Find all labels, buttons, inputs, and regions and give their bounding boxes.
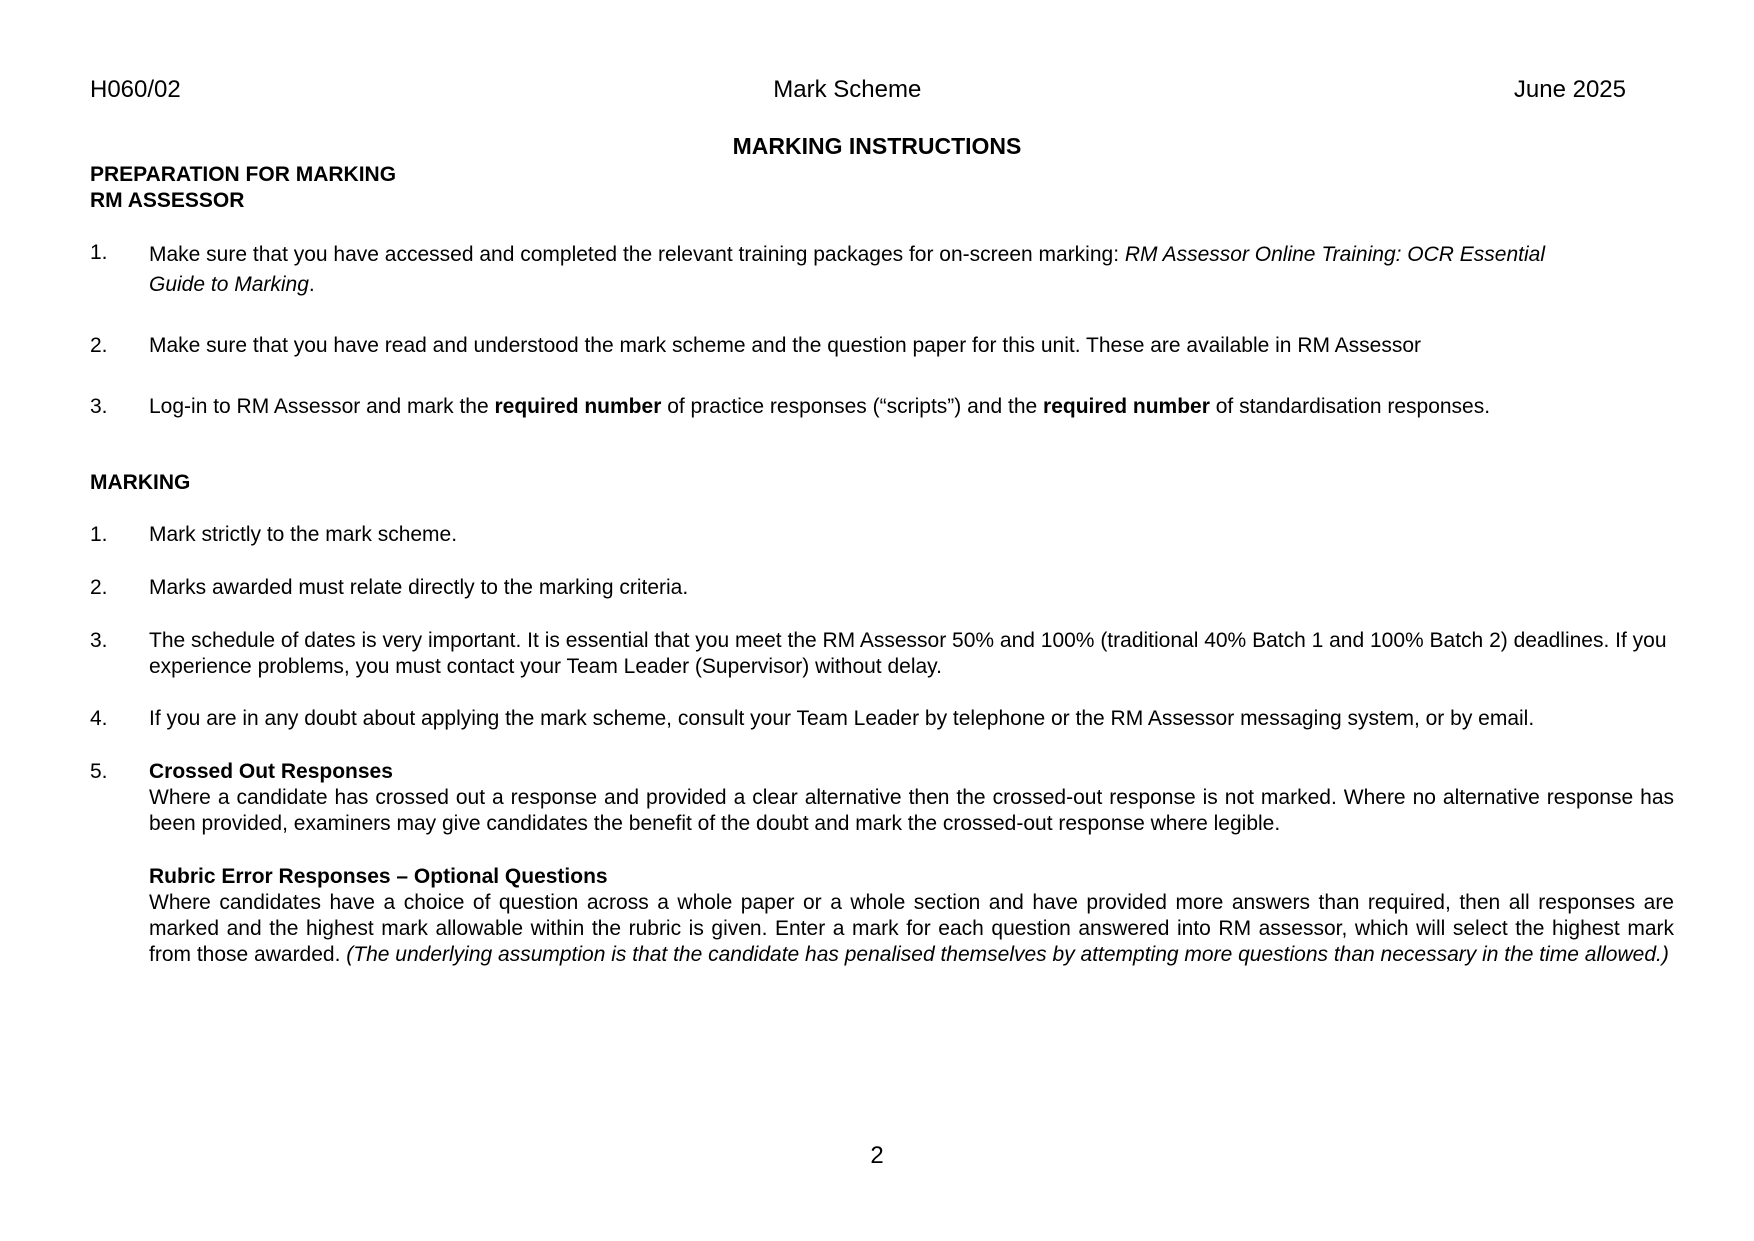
preparation-heading: PREPARATION FOR MARKING: [90, 163, 397, 186]
marking-item-5: [90, 759, 1674, 837]
item-text: Make sure that you have read and understood the mark scheme and the question paper for this unit. These are available in RM Assessor: [149, 334, 1422, 357]
item-number: 1.: [90, 241, 108, 264]
crossed-out-responses: [149, 759, 1674, 837]
marking-item-2: [90, 575, 1674, 601]
crossed-out-heading: Crossed Out Responses: [149, 760, 393, 783]
item-text-plain: Log-in to RM Assessor and mark the: [149, 395, 495, 418]
page-header: [90, 74, 1626, 106]
preparation-item-3: [90, 394, 1674, 420]
required-number-emphasis: required number: [494, 395, 662, 418]
item-text: Mark strictly to the mark scheme.: [149, 523, 458, 546]
rm-assessor-heading: RM ASSESSOR: [90, 189, 245, 212]
rubric-error-body: [149, 864, 1674, 968]
item-text: [149, 394, 1674, 420]
item-number: 3.: [90, 395, 108, 418]
item-text-plain: Make sure that you have accessed and completed the relevant training packages for on-screen marking:: [149, 243, 1125, 266]
marking-item-3: [90, 628, 1674, 680]
item-text-plain: of standardisation responses.: [1209, 395, 1491, 418]
header-document-type: Mark Scheme: [773, 76, 922, 103]
item-number: 4.: [90, 707, 108, 730]
marking-item-4: [90, 706, 1674, 732]
rubric-error-note: (The underlying assumption is that the candidate has penalised themselves by attempting more questions than necessary in the time allowed.): [346, 943, 1669, 966]
item-number: 5.: [90, 760, 108, 783]
crossed-out-text: Where a candidate has crossed out a response and provided a clear alternative then the crossed-out response is not marked. Where no alternative response has been provided, examiners may give candidates the benefit of the doubt and mark the crossed-out response where legible.: [149, 786, 1674, 835]
rubric-error-responses: [90, 864, 1674, 968]
preparation-item-2: [90, 333, 1674, 359]
item-text-plain: of practice responses (“scripts”) and the: [661, 395, 1044, 418]
header-date: June 2025: [1513, 76, 1626, 103]
preparation-item-1: [90, 240, 1604, 300]
item-number: 2.: [90, 334, 108, 357]
page-title: MARKING INSTRUCTIONS: [732, 133, 1022, 159]
required-number-emphasis: required number: [1043, 395, 1210, 418]
training-guide-title: RM Assessor Online Training: OCR Essential Guide to Marking: [149, 243, 1546, 296]
item-text: [149, 240, 1604, 300]
item-number: 1.: [90, 523, 108, 546]
marking-heading: MARKING: [90, 471, 191, 494]
item-number: 3.: [90, 629, 108, 652]
preparation-section: [90, 162, 396, 214]
header-paper-code: H060/02: [90, 76, 181, 103]
item-number: 2.: [90, 576, 108, 599]
item-text: The schedule of dates is very important. It is essential that you meet the RM Assessor 50% and 100% (traditional 40% Batch 1 and 100% Batch 2) deadlines. If you experience problems, you must contact your Team Leader (Supervisor) without delay.: [149, 629, 1667, 678]
item-text: Marks awarded must relate directly to the marking criteria.: [149, 576, 689, 599]
rubric-error-text: Where candidates have a choice of question across a whole paper or a whole section and have provided more answers than required, then all responses are marked and the highest mark allowable within the rubric is given. Enter a mark for each question answered into RM assessor, which will select the highest mark from those awarded.: [149, 891, 1674, 966]
marking-item-1: [90, 522, 1674, 548]
page-number: 2: [870, 1142, 884, 1169]
item-text: If you are in any doubt about applying the mark scheme, consult your Team Leader by telephone or the RM Assessor messaging system, or by email.: [149, 707, 1535, 730]
rubric-error-heading: Rubric Error Responses – Optional Questions: [149, 865, 608, 888]
item-text-end: .: [308, 273, 315, 296]
